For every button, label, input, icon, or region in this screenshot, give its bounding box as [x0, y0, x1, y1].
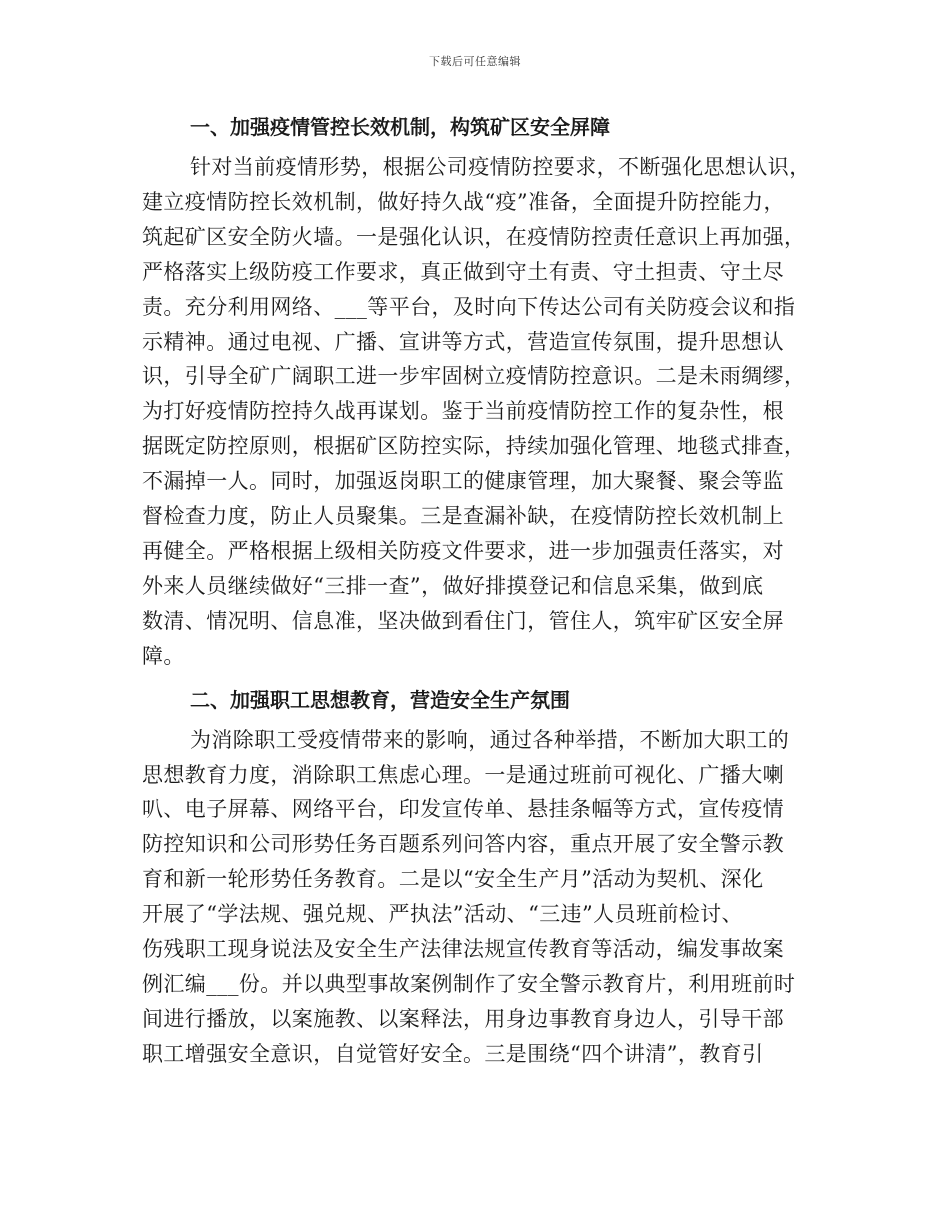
text-line: 伤残职工现身说法及安全生产法律法规宣传教育等活动，编发事故案 — [142, 937, 784, 962]
text-line: 间进行播放，以案施教、以案释法，用身边事教育身边人，引导干部 — [142, 1006, 784, 1031]
paragraph — [142, 723, 807, 1072]
text-line: 责。充分利用网络、___等平台，及时向下传达公司有关防疫会议和指 — [142, 294, 796, 319]
text-line: 不漏掉一人。同时，加强返岗职工的健康管理，加大聚餐、聚会等监 — [142, 469, 784, 494]
text-line: 叭、电子屏幕、网络平台，印发宣传单、悬挂条幅等方式，宣传疫情 — [142, 797, 784, 822]
text-line: 职工增强安全意识，自觉管好安全。三是围绕“四个讲清”，教育引 — [142, 1041, 764, 1066]
text-line: 再健全。严格根据上级相关防疫文件要求，进一步加强责任落实，对 — [142, 538, 784, 563]
text-line: 据既定防控原则，根据矿区防控实际，持续加强化管理、地毯式排查， — [142, 434, 806, 459]
text-line: 数清、情况明、信息准，坚决做到看住门，管住人，筑牢矿区安全屏 — [142, 608, 784, 633]
text-line: 开展了“学法规、强兑规、严执法”活动、“三违”人员班前检讨、 — [142, 902, 743, 927]
section-heading: 一、加强疫情管控长效机制，构筑矿区安全屏障 — [190, 115, 610, 139]
text-line: 为打好疫情防控持久战再谋划。鉴于当前疫情防控工作的复杂性，根 — [142, 399, 784, 424]
text-line: 障。 — [142, 643, 185, 668]
text-line: 针对当前疫情形势，根据公司疫情防控要求，不断强化思想认识， — [190, 155, 811, 179]
document-body — [142, 112, 811, 1083]
text-line: 例汇编___份。并以典型事故案例制作了安全警示教育片，利用班前时 — [142, 971, 796, 996]
text-line: 防控知识和公司形势任务百题系列问答内容，重点开展了安全警示教 — [142, 832, 784, 857]
paragraph — [142, 150, 811, 674]
text-line: 严格落实上级防疫工作要求，真正做到守土有责、守土担责、守土尽 — [142, 259, 784, 284]
text-line: 示精神。通过电视、广播、宣讲等方式，营造宣传氛围，提升思想认 — [142, 329, 784, 354]
page-header: 下载后可任意编辑 — [429, 55, 521, 68]
text-line: 筑起矿区安全防火墙。一是强化认识，在疫情防控责任意识上再加强， — [142, 224, 806, 249]
text-line: 建立疫情防控长效机制，做好持久战“疫”准备，全面提升防控能力， — [142, 189, 785, 214]
text-line: 督检查力度，防止人员聚集。三是查漏补缺，在疫情防控长效机制上 — [142, 504, 784, 529]
text-line: 识，引导全矿广阔职工进一步牢固树立疫情防控意识。二是未雨绸缪， — [142, 364, 806, 389]
section-heading: 二、加强职工思想教育，营造安全生产氛围 — [190, 687, 570, 712]
text-line: 思想教育力度，消除职工焦虑心理。一是通过班前可视化、广播大喇 — [142, 762, 784, 787]
text-line: 育和新一轮形势任务教育。二是以“安全生产月”活动为契机、深化 — [142, 867, 764, 892]
text-line: 外来人员继续做好“三排一查”，做好排摸登记和信息采集，做到底 — [142, 573, 764, 598]
text-line: 为消除职工受疫情带来的影响，通过各种举措，不断加大职工的 — [190, 727, 790, 752]
